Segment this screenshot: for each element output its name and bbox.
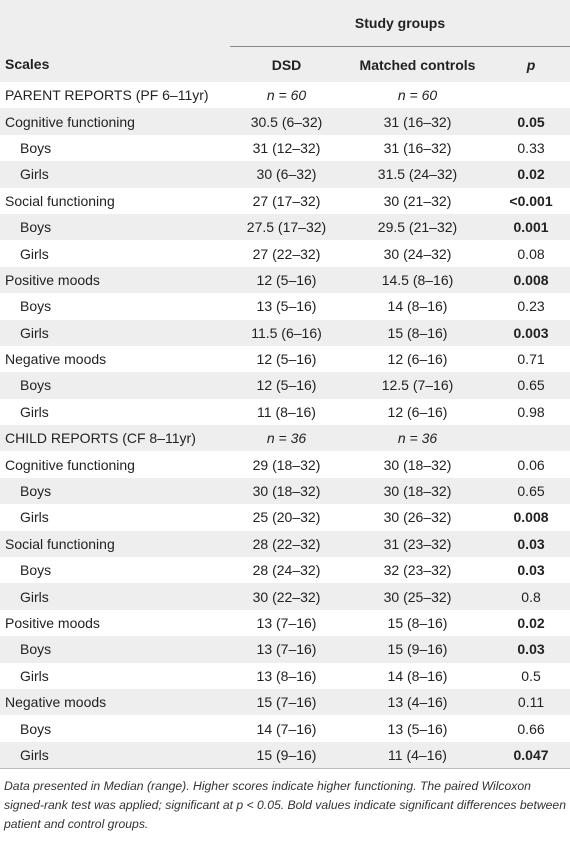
controls-value: 31.5 (24–32) — [343, 161, 492, 187]
scale-label: Negative moods — [0, 689, 230, 715]
p-value — [492, 425, 570, 451]
p-value: 0.06 — [492, 451, 570, 477]
dsd-value: 11 (8–16) — [230, 399, 343, 425]
subgroup-label: Girls — [0, 583, 230, 609]
p-value: 0.65 — [492, 372, 570, 398]
p-value: 0.047 — [492, 742, 570, 768]
col-header-dsd: DSD — [230, 47, 343, 83]
dsd-value: 30 (22–32) — [230, 583, 343, 609]
subgroup-label: Girls — [0, 320, 230, 346]
subgroup-label: Boys — [0, 135, 230, 161]
controls-value: 31 (23–32) — [343, 531, 492, 557]
subgroup-label: Girls — [0, 240, 230, 266]
p-value: 0.001 — [492, 214, 570, 240]
p-value: 0.008 — [492, 504, 570, 530]
subgroup-label: Boys — [0, 557, 230, 583]
dsd-value: 11.5 (6–16) — [230, 320, 343, 346]
p-value: 0.71 — [492, 346, 570, 372]
controls-value: 30 (18–32) — [343, 451, 492, 477]
dsd-value: 13 (7–16) — [230, 610, 343, 636]
controls-value: 29.5 (21–32) — [343, 214, 492, 240]
dsd-value: 13 (8–16) — [230, 663, 343, 689]
dsd-value: 27 (17–32) — [230, 188, 343, 214]
table-row — [0, 425, 570, 451]
controls-value: 30 (18–32) — [343, 478, 492, 504]
dsd-value: n = 36 — [230, 425, 343, 451]
scale-label: Positive moods — [0, 267, 230, 293]
dsd-value: 29 (18–32) — [230, 451, 343, 477]
dsd-value: 12 (5–16) — [230, 267, 343, 293]
controls-value: 14 (8–16) — [343, 293, 492, 319]
dsd-value: 12 (5–16) — [230, 346, 343, 372]
scale-label: Social functioning — [0, 188, 230, 214]
controls-value: 31 (16–32) — [343, 135, 492, 161]
subgroup-label: Boys — [0, 715, 230, 741]
table-body — [0, 82, 570, 768]
dsd-value: 13 (5–16) — [230, 293, 343, 319]
table-row — [0, 293, 570, 319]
p-value: 0.33 — [492, 135, 570, 161]
controls-value: 12 (6–16) — [343, 399, 492, 425]
table-row — [0, 346, 570, 372]
subgroup-label: Boys — [0, 372, 230, 398]
table-row — [0, 82, 570, 108]
scale-label: PARENT REPORTS (PF 6–11yr) — [0, 82, 230, 108]
study-groups-heading: Study groups — [230, 0, 570, 47]
table-row — [0, 583, 570, 609]
p-value: 0.03 — [492, 636, 570, 662]
dsd-value: 13 (7–16) — [230, 636, 343, 662]
subgroup-label: Girls — [0, 161, 230, 187]
dsd-value: 14 (7–16) — [230, 715, 343, 741]
p-value: 0.03 — [492, 531, 570, 557]
dsd-value: n = 60 — [230, 82, 343, 108]
subgroup-label: Boys — [0, 214, 230, 240]
controls-value: 30 (26–32) — [343, 504, 492, 530]
col-header-scales: Scales — [0, 47, 230, 83]
subgroup-label: Boys — [0, 636, 230, 662]
dsd-value: 30 (6–32) — [230, 161, 343, 187]
controls-value: n = 36 — [343, 425, 492, 451]
controls-value: 31 (16–32) — [343, 108, 492, 134]
controls-value: 30 (25–32) — [343, 583, 492, 609]
p-value: 0.8 — [492, 583, 570, 609]
controls-value: 11 (4–16) — [343, 742, 492, 768]
controls-value: 30 (21–32) — [343, 188, 492, 214]
controls-value: 12 (6–16) — [343, 346, 492, 372]
subgroup-label: Girls — [0, 742, 230, 768]
controls-value: 15 (9–16) — [343, 636, 492, 662]
table-row — [0, 478, 570, 504]
controls-value: 15 (8–16) — [343, 610, 492, 636]
subgroup-label: Boys — [0, 293, 230, 319]
dsd-value: 28 (22–32) — [230, 531, 343, 557]
scale-label: CHILD REPORTS (CF 8–11yr) — [0, 425, 230, 451]
col-header-controls: Matched controls — [343, 47, 492, 83]
table-row — [0, 504, 570, 530]
p-value: 0.23 — [492, 293, 570, 319]
table-row — [0, 451, 570, 477]
p-value: 0.03 — [492, 557, 570, 583]
p-value: 0.65 — [492, 478, 570, 504]
scale-label: Social functioning — [0, 531, 230, 557]
table-row — [0, 240, 570, 266]
controls-value: 14.5 (8–16) — [343, 267, 492, 293]
controls-value: 14 (8–16) — [343, 663, 492, 689]
table-row — [0, 372, 570, 398]
controls-value: 32 (23–32) — [343, 557, 492, 583]
dsd-value: 27.5 (17–32) — [230, 214, 343, 240]
dsd-value: 28 (24–32) — [230, 557, 343, 583]
table-row — [0, 108, 570, 134]
table-row — [0, 214, 570, 240]
table-row — [0, 636, 570, 662]
controls-value: 15 (8–16) — [343, 320, 492, 346]
controls-value: 30 (24–32) — [343, 240, 492, 266]
controls-value: 13 (4–16) — [343, 689, 492, 715]
table-row — [0, 161, 570, 187]
header-spacer — [0, 0, 230, 47]
p-value: 0.5 — [492, 663, 570, 689]
table-row — [0, 399, 570, 425]
dsd-value: 31 (12–32) — [230, 135, 343, 161]
scale-label: Negative moods — [0, 346, 230, 372]
table-row — [0, 135, 570, 161]
subgroup-label: Girls — [0, 663, 230, 689]
dsd-value: 27 (22–32) — [230, 240, 343, 266]
p-value: 0.11 — [492, 689, 570, 715]
dsd-value: 15 (9–16) — [230, 742, 343, 768]
dsd-value: 15 (7–16) — [230, 689, 343, 715]
p-value: <0.001 — [492, 188, 570, 214]
table-row — [0, 531, 570, 557]
scale-label: Positive moods — [0, 610, 230, 636]
p-value: 0.98 — [492, 399, 570, 425]
dsd-value: 30.5 (6–32) — [230, 108, 343, 134]
p-value: 0.003 — [492, 320, 570, 346]
dsd-value: 25 (20–32) — [230, 504, 343, 530]
scale-label: Cognitive functioning — [0, 108, 230, 134]
subgroup-label: Girls — [0, 504, 230, 530]
p-value: 0.02 — [492, 161, 570, 187]
subgroup-label: Boys — [0, 478, 230, 504]
p-value: 0.02 — [492, 610, 570, 636]
p-value: 0.05 — [492, 108, 570, 134]
controls-value: n = 60 — [343, 82, 492, 108]
controls-value: 13 (5–16) — [343, 715, 492, 741]
table-row — [0, 742, 570, 768]
table-footnote: Data presented in Median (range). Higher scores indicate higher functioning. The paired Wilcoxon signed-rank test was applied; significant at p < 0.05. Bold values indicate significant differences between patient and control groups. — [0, 768, 570, 834]
table-row — [0, 267, 570, 293]
dsd-value: 12 (5–16) — [230, 372, 343, 398]
table-row — [0, 610, 570, 636]
dsd-value: 30 (18–32) — [230, 478, 343, 504]
table-row — [0, 663, 570, 689]
p-value: 0.008 — [492, 267, 570, 293]
scale-label: Cognitive functioning — [0, 451, 230, 477]
table-row — [0, 188, 570, 214]
p-value: 0.66 — [492, 715, 570, 741]
p-value — [492, 82, 570, 108]
table-row — [0, 715, 570, 741]
col-header-p: p — [492, 47, 570, 83]
table-row — [0, 320, 570, 346]
table-row — [0, 689, 570, 715]
subgroup-label: Girls — [0, 399, 230, 425]
controls-value: 12.5 (7–16) — [343, 372, 492, 398]
table-row — [0, 557, 570, 583]
table-header — [0, 0, 570, 82]
p-value: 0.08 — [492, 240, 570, 266]
